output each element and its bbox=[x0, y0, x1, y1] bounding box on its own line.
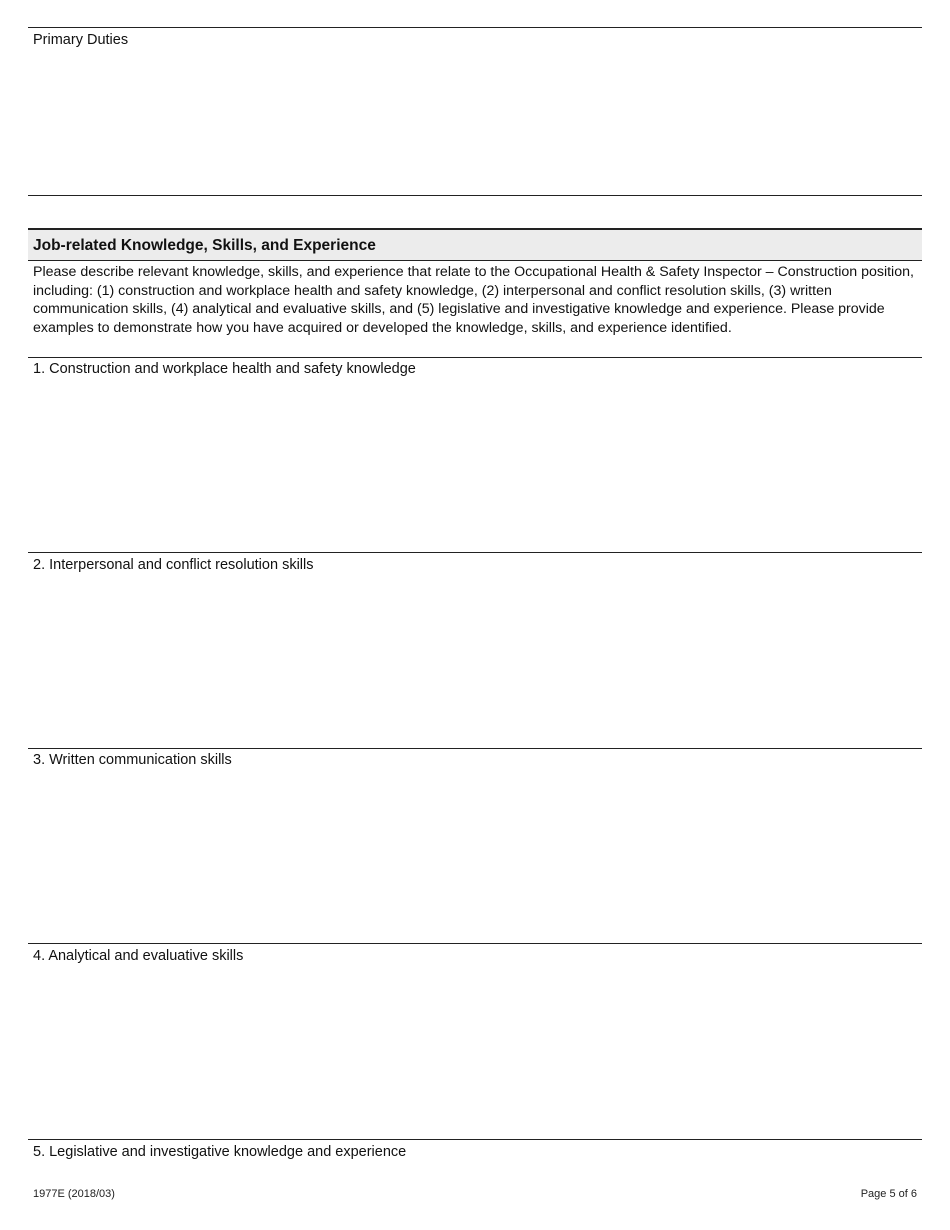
question-1-answer-field[interactable] bbox=[28, 380, 922, 550]
question-1-bottom-rule bbox=[28, 552, 922, 553]
primary-duties-bottom-rule bbox=[28, 195, 922, 196]
form-id: 1977E (2018/03) bbox=[33, 1188, 115, 1200]
question-3-answer-field[interactable] bbox=[28, 771, 922, 941]
section-instructions: Please describe relevant knowledge, skills, and experience that relate to the Occupational Health & Safety Inspector – Construction position, including: (1) construction and workplace health and safety knowledge, (2) interpersonal and conflict resolution skills, (3) written communication skills, (4) analytical and evaluative skills, and (5) legislative and investigative knowledge and experience. Please provide examples to demonstrate how you have acquired or developed the knowledge, skills, and experience identified. bbox=[33, 264, 914, 337]
instructions-bottom-rule bbox=[28, 357, 922, 358]
question-1-label: 1. Construction and workplace health and safety knowledge bbox=[33, 361, 416, 377]
question-5-answer-field[interactable] bbox=[28, 1163, 922, 1185]
question-4-label: 4. Analytical and evaluative skills bbox=[33, 948, 244, 964]
question-2-answer-field[interactable] bbox=[28, 576, 922, 746]
section-title: Job-related Knowledge, Skills, and Experience bbox=[33, 237, 376, 254]
top-rule bbox=[28, 27, 922, 28]
question-5-label: 5. Legislative and investigative knowledge and experience bbox=[33, 1144, 407, 1160]
question-2-label: 2. Interpersonal and conflict resolution skills bbox=[33, 557, 314, 573]
question-4-answer-field[interactable] bbox=[28, 967, 922, 1137]
primary-duties-answer-field[interactable] bbox=[28, 50, 922, 194]
question-4-bottom-rule bbox=[28, 1139, 922, 1140]
question-2-bottom-rule bbox=[28, 748, 922, 749]
primary-duties-label: Primary Duties bbox=[33, 32, 129, 48]
question-3-bottom-rule bbox=[28, 943, 922, 944]
section-header bbox=[28, 228, 922, 261]
question-3-label: 3. Written communication skills bbox=[33, 752, 232, 768]
page-number: Page 5 of 6 bbox=[860, 1188, 917, 1200]
